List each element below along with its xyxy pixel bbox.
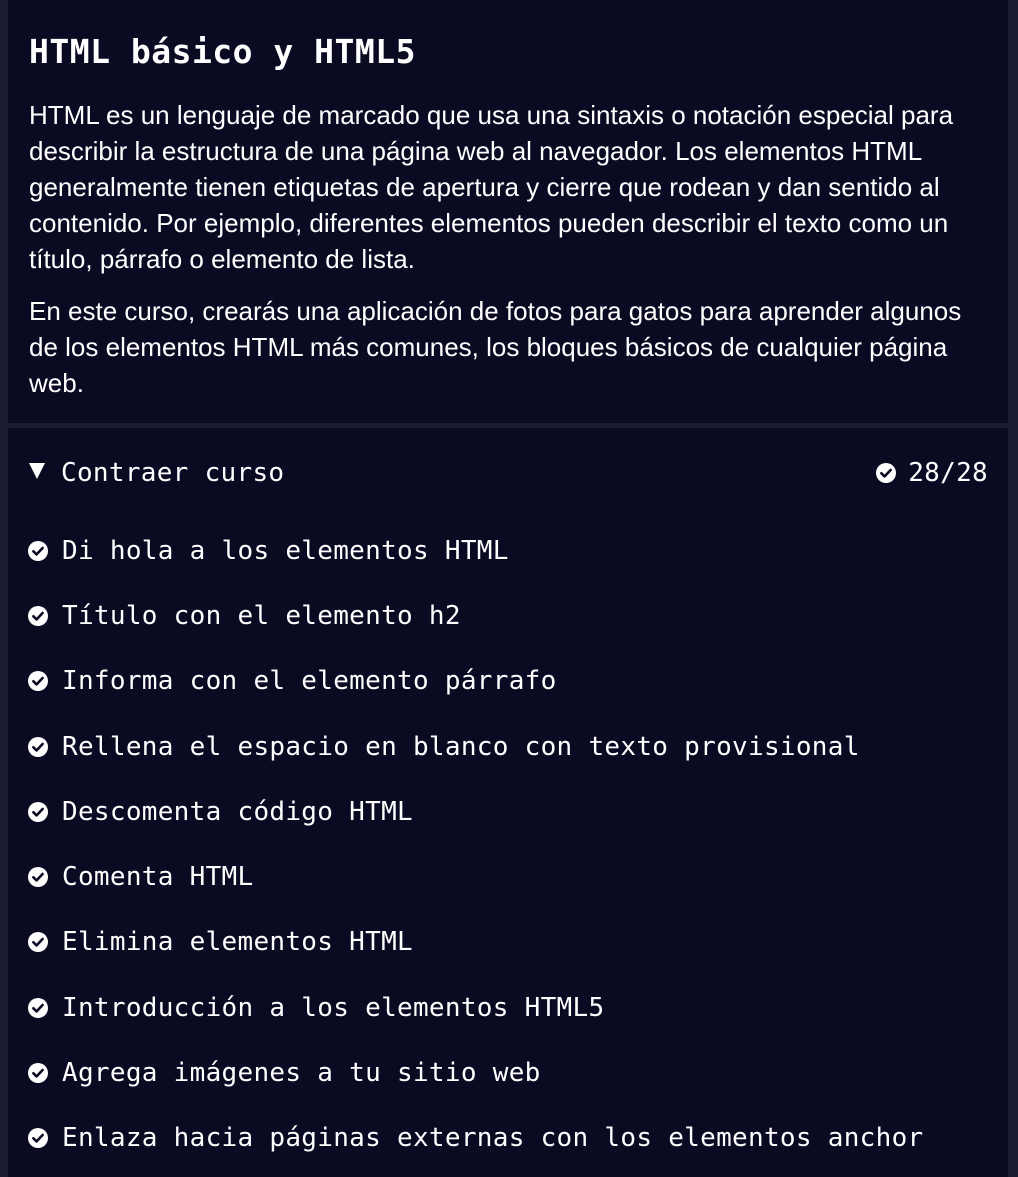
check-circle-icon (28, 867, 48, 887)
challenge-title: Rellena el espacio en blanco con texto provisional (62, 731, 860, 762)
challenge-item[interactable] (8, 1040, 1008, 1105)
challenge-item[interactable] (8, 844, 1008, 909)
challenge-item[interactable] (8, 714, 1008, 779)
check-circle-icon (28, 737, 48, 757)
block-intro (8, 0, 1008, 423)
challenge-item[interactable] (8, 518, 1008, 583)
challenge-title: Título con el elemento h2 (62, 600, 461, 631)
caret-down-icon (29, 463, 45, 479)
challenge-item[interactable] (8, 975, 1008, 1040)
block-description: HTML es un lenguaje de marcado que usa una sintaxis o notación especial para describir la estructura de una página web al navegador. Los elementos HTML generalmente tienen etiquetas de apertura y cierre que rodean y dan sentido al contenido. Por ejemplo, diferentes elementos pueden describir el texto como un título, párrafo o elemento de lista. (29, 100, 954, 274)
block-description: En este curso, crearás una aplicación de fotos para gatos para aprender algunos de los elementos HTML más comunes, los bloques básicos de cualquier página web. (29, 296, 962, 398)
course-progress (876, 428, 988, 518)
check-circle-icon (28, 671, 48, 691)
challenge-title: Informa con el elemento párrafo (62, 666, 557, 697)
check-circle-icon (28, 1063, 48, 1083)
challenge-item[interactable] (8, 1106, 1008, 1171)
check-circle-icon (28, 932, 48, 952)
collapse-course-label: Contraer curso (61, 458, 285, 488)
challenge-item[interactable] (8, 779, 1008, 844)
collapse-course-button[interactable] (8, 428, 1008, 518)
challenge-title: Comenta HTML (62, 862, 254, 893)
challenge-title: Elimina elementos HTML (62, 927, 413, 958)
challenge-item[interactable] (8, 649, 1008, 714)
check-circle-icon (28, 998, 48, 1018)
check-circle-icon (28, 1128, 48, 1148)
progress-count: 28/28 (908, 458, 988, 488)
block-title: HTML básico y HTML5 (29, 32, 416, 71)
challenge-title: Descomenta código HTML (62, 796, 413, 827)
check-circle-icon (876, 463, 896, 483)
check-circle-icon (28, 541, 48, 561)
course-block (8, 0, 1008, 1177)
challenge-title: Di hola a los elementos HTML (62, 535, 509, 566)
challenge-title: Introducción a los elementos HTML5 (62, 992, 605, 1023)
challenge-title: Enlaza hacia páginas externas con los elementos anchor (62, 1123, 924, 1154)
challenge-item[interactable] (8, 910, 1008, 975)
challenge-item[interactable] (8, 583, 1008, 648)
challenge-title: Agrega imágenes a tu sitio web (62, 1058, 541, 1089)
challenge-list (8, 518, 1008, 1171)
check-circle-icon (28, 606, 48, 626)
check-circle-icon (28, 802, 48, 822)
